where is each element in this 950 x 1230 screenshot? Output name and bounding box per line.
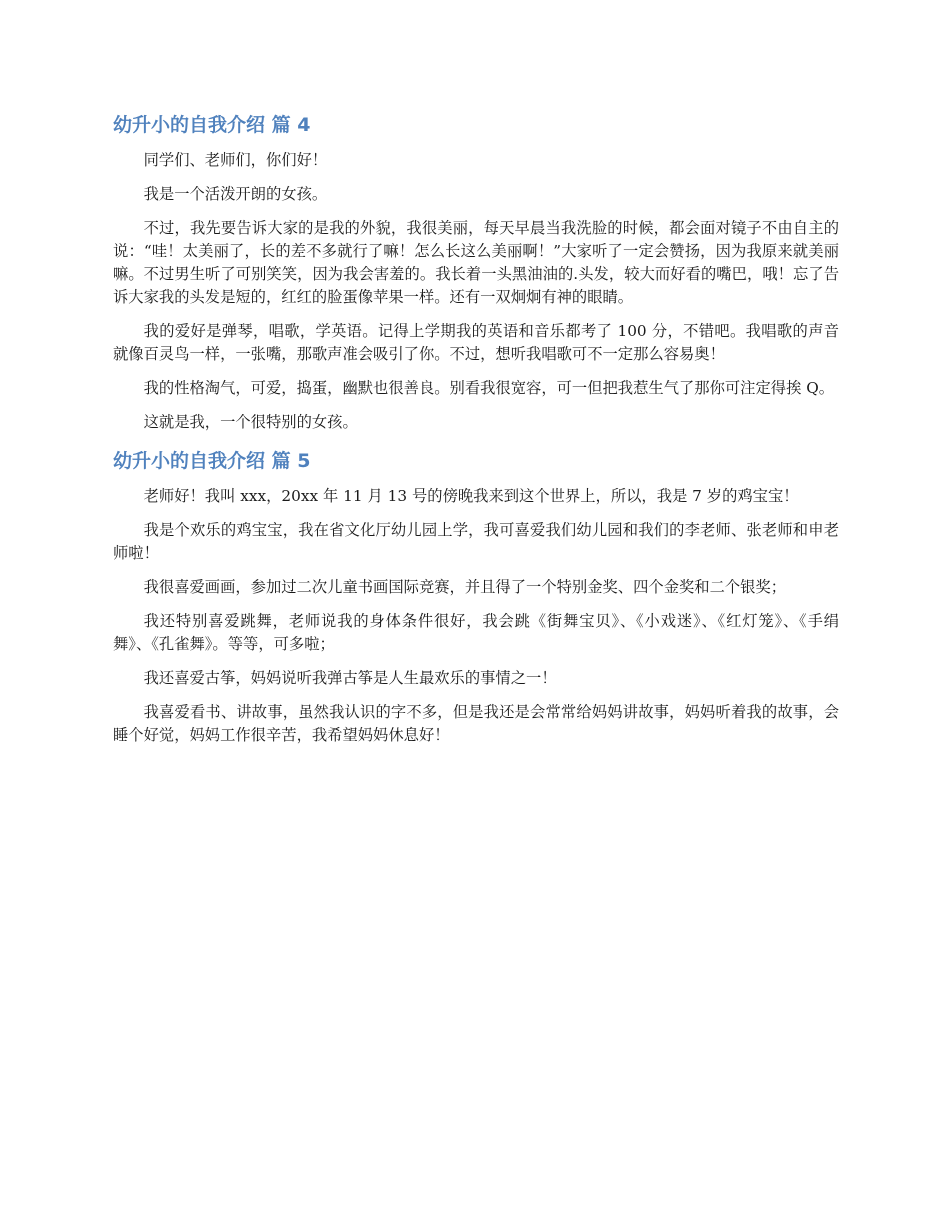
paragraph: 这就是我，一个很特别的女孩。 [143,413,358,431]
paragraph: 我是一个活泼开朗的女孩。 [143,185,328,203]
paragraph: 我的爱好是弹琴，唱歌，学英语。记得上学期我的英语和音乐都考了 100 分，不错吧。我唱歌的声音就像百灵鸟一样，一张嘴，那歌声准会吸引了你。不过，想听我唱歌可不一定那么容易奥！ [113,322,839,363]
paragraph: 不过，我先要告诉大家的是我的外貌，我很美丽，每天早晨当我洗脸的时候，都会面对镜子不由自主的说：“哇！太美丽了，长的差不多就行了嘛！怎么长这么美丽啊！”大家听了一定会赞扬，因为我原来就美丽嘛。不过男生听了可别笑笑，因为我会害羞的。我长着一头黑油油的.头发，较大而好看的嘴巴，哦！忘了告诉大家我的头发是短的，红红的脸蛋像苹果一样。还有一双炯炯有神的眼睛。 [113,219,839,306]
paragraph: 同学们、老师们，你们好！ [143,151,328,169]
paragraph: 我是个欢乐的鸡宝宝，我在省文化厅幼儿园上学，我可喜爱我们幼儿园和我们的李老师、张老师和申老师啦！ [113,521,839,562]
paragraph: 我很喜爱画画，参加过二次儿童书画国际竞赛，并且得了一个特别金奖、四个金奖和二个银奖； [143,578,787,596]
section-title-4: 幼升小的自我介绍 篇 4 [113,114,311,136]
paragraph: 我喜爱看书、讲故事，虽然我认识的字不多，但是我还是会常常给妈妈讲故事，妈妈听着我的故事，会睡个好觉，妈妈工作很辛苦，我希望妈妈休息好！ [113,703,839,744]
paragraph: 老师好！我叫 xxx，20xx 年 11 月 13 号的傍晚我来到这个世界上，所以，我是 7 岁的鸡宝宝！ [143,487,799,505]
paragraph: 我的性格淘气，可爱，捣蛋，幽默也很善良。别看我很宽容，可一但把我惹生气了那你可注定得挨 Q。 [143,379,835,397]
section-title-5: 幼升小的自我介绍 篇 5 [113,450,311,472]
paragraph: 我还喜爱古筝，妈妈说听我弹古筝是人生最欢乐的事情之一！ [143,669,557,687]
document-page [113,112,839,758]
paragraph: 我还特别喜爱跳舞，老师说我的身体条件很好，我会跳《街舞宝贝》、《小戏迷》、《红灯笼》、《手绢舞》、《孔雀舞》。等等，可多啦； [113,612,839,653]
